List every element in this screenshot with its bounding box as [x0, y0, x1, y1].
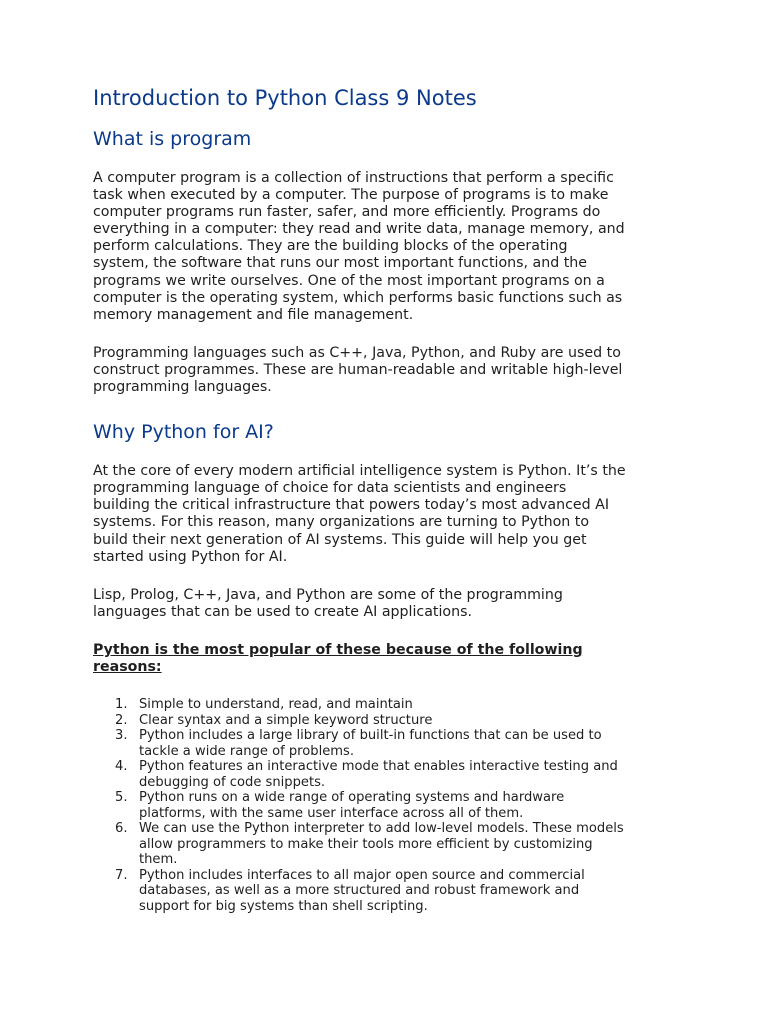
list-item-number: 2. — [115, 712, 128, 728]
list-item-number: 6. — [115, 821, 128, 837]
list-item-text: Simple to understand, read, and maintain — [139, 697, 413, 713]
list-item — [93, 821, 683, 868]
list-item — [93, 759, 683, 790]
list-item — [93, 790, 683, 821]
list-item-number: 1. — [115, 697, 128, 713]
paragraph-python-core-ai: At the core of every modern artificial intelligence system is Python. It’s the programming language of choice for data scientists and engineers building the critical infrastructure that powers today’s most advanced AI systems. For this reason, many organizations are turning to Python to build their next generation of AI systems. This guide will help you get started using Python for AI. — [93, 463, 626, 565]
list-item — [93, 697, 683, 713]
list-item-text: Python features an interactive mode that enables interactive testing and debugging of code snippets. — [139, 759, 618, 790]
paragraph-ai-languages: Lisp, Prolog, C++, Java, and Python are some of the programming languages that can be used to create AI applications. — [93, 586, 563, 620]
list-item — [93, 713, 683, 729]
paragraph-program-definition: A computer program is a collection of instructions that perform a specific task when executed by a computer. The purpose of programs is to make computer programs run faster, safer, and more efficiently. Programs do everything in a computer: they read and write data, manage memory, and perform calculations. They are the building blocks of the operating system, the software that runs our most important functions, and the programs we write ourselves. One of the most important programs on a computer is the operating system, which performs basic functions such as memory management and file management. — [93, 170, 625, 323]
list-item-number: 3. — [115, 728, 128, 744]
list-item-number: 7. — [115, 867, 128, 883]
list-item-text: We can use the Python interpreter to add low-level models. These models allow programmers to make their tools more efficient by customizing them. — [139, 821, 624, 868]
subheading-popular-reasons: Python is the most popular of these because of the following reasons: — [93, 641, 583, 675]
document-page — [93, 84, 683, 914]
section-heading-what-is-program: What is program — [93, 128, 252, 150]
list-item-text: Python includes interfaces to all major open source and commercial databases, as well as a more structured and robust framework and support for big systems than shell scripting. — [139, 867, 585, 914]
list-item-number: 5. — [115, 790, 128, 806]
section-heading-why-python-for-ai: Why Python for AI? — [93, 421, 274, 444]
paragraph-programming-languages: Programming languages such as C++, Java, Python, and Ruby are used to construct programmes. These are human-readable and writable high-level programming languages. — [93, 344, 623, 396]
list-item — [93, 728, 683, 759]
reasons-list — [93, 697, 683, 914]
list-item — [93, 868, 683, 915]
page-title: Introduction to Python Class 9 Notes — [93, 86, 477, 110]
list-item-number: 4. — [115, 759, 128, 775]
list-item-text: Clear syntax and a simple keyword structure — [139, 712, 433, 728]
list-item-text: Python includes a large library of built-in functions that can be used to tackle a wide range of problems. — [139, 728, 602, 759]
list-item-text: Python runs on a wide range of operating systems and hardware platforms, with the same user interface across all of them. — [139, 790, 565, 821]
